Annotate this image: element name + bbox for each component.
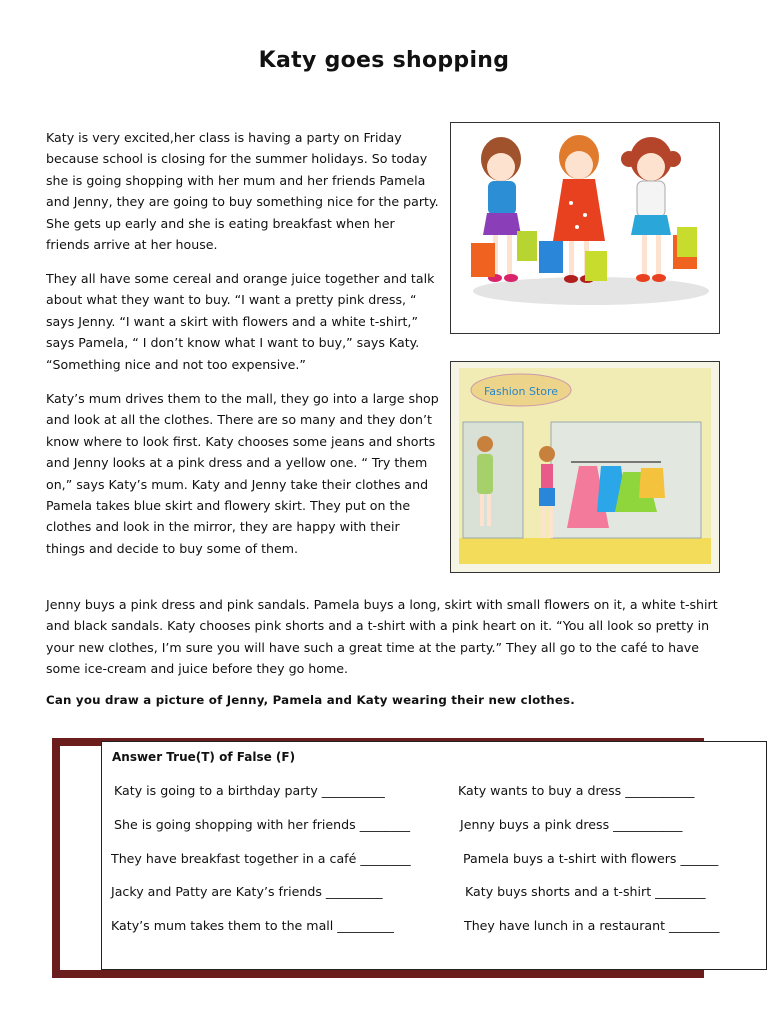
fashion-store-illustration: [450, 361, 720, 573]
girl-middle-figure: [539, 135, 607, 283]
paragraph-3: Katy’s mum drives them to the mall, they go into a large shop and look at all the clothes. There are so many and they don’t know where to look first. Katy chooses some jeans and shorts and Jenny looks at a pink dress and a yellow one. “ Try them on,” says Katy’s mum. Katy and Jenny take their clothes and Pamela takes blue skirt and flowery skirt. They put on the clothes and look in the mirror, they are happy with their things and decide to buy some of them.: [46, 391, 439, 556]
quiz-left-item-5: Katy’s mum takes them to the mall _________: [111, 918, 394, 933]
quiz-heading: Answer True(T) of False (F): [112, 750, 296, 764]
quiz-right-item-4: Katy buys shorts and a t-shirt ________: [465, 884, 706, 899]
quiz-left-item-3: They have breakfast together in a café ________: [111, 851, 411, 866]
quiz-left-item-2: She is going shopping with her friends ________: [114, 817, 411, 832]
girls-shopping-svg: [451, 123, 719, 333]
true-false-quiz: [101, 741, 767, 970]
quiz-right-item-5: They have lunch in a restaurant ________: [464, 918, 720, 933]
quiz-left-item-4: Jacky and Patty are Katy’s friends _________: [111, 884, 383, 899]
store-sign-text: Fashion Store: [483, 385, 559, 398]
page-title: Katy goes shopping: [258, 48, 510, 73]
girl-left-figure: [471, 137, 537, 282]
girl-right-figure: [621, 137, 697, 282]
quiz-right-item-2: Jenny buys a pink dress ___________: [460, 817, 683, 832]
quiz-right-item-1: Katy wants to buy a dress ___________: [458, 783, 695, 798]
drawing-instruction: Can you draw a picture of Jenny, Pamela and Katy wearing their new clothes.: [46, 693, 575, 707]
paragraph-1: Katy is very excited,her class is having a party on Friday because school is closing for the summer holidays. So today she is going shopping with her mum and her friends Pamela and Jenny, they are going to buy something nice for the party. She gets up early and she is eating breakfast when her friends arrive at her house.: [46, 130, 439, 253]
fashion-store-svg: [451, 362, 719, 572]
quiz-left-item-1: Katy is going to a birthday party __________: [114, 783, 385, 798]
paragraph-2: They all have some cereal and orange juice together and talk about what they want to buy. “I want a pretty pink dress, “ says Jenny. “I want a skirt with flowers and a white t-shirt,” says Pamela, “ I don’t know what I want to buy,” says Katy. “Something nice and not too expensive.”: [46, 271, 435, 372]
girls-shopping-illustration: [450, 122, 720, 334]
paragraph-4: Jenny buys a pink dress and pink sandals. Pamela buys a long, skirt with small flowers on it, a white t-shirt and black sandals. Katy chooses pink shorts and a t-shirt with a pink heart on it. “You all look so pretty in your new clothes, I’m sure you will have such a great time at the party.” They all go to the café to have some ice-cream and juice before they go home.: [46, 597, 718, 677]
quiz-right-item-3: Pamela buys a t-shirt with flowers ______: [463, 851, 719, 866]
